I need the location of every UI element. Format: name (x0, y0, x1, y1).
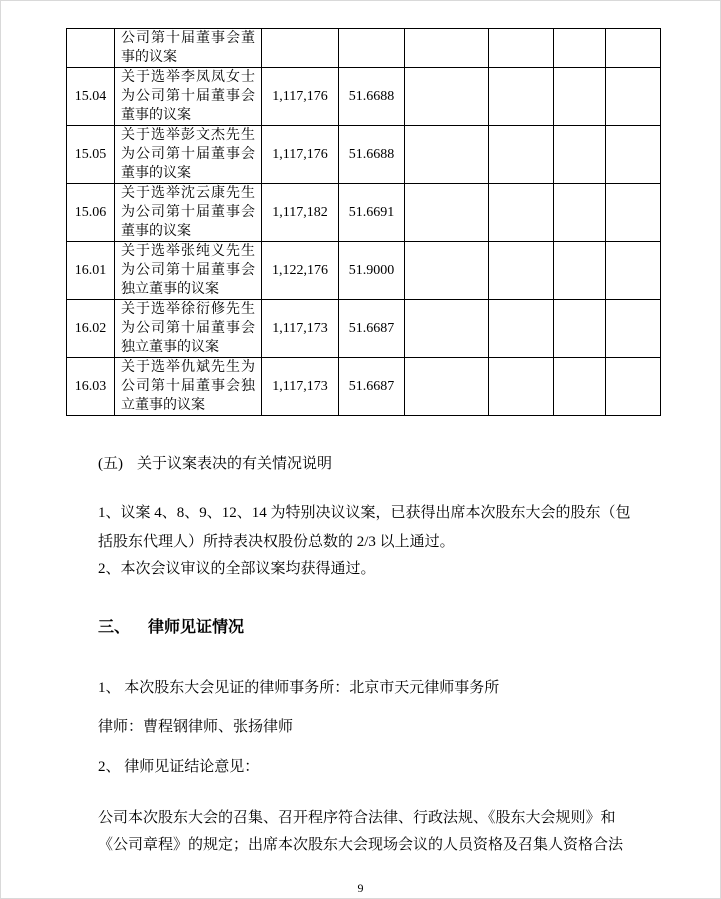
lawyers-line: 律师：曹程钢律师、张扬律师 (98, 719, 294, 735)
section-3-heading (98, 617, 244, 639)
section-5-title: 关于议案表决的有关情况说明 (137, 456, 333, 472)
empty-cell (405, 358, 489, 416)
proposal-text-cell: 关于选举徐衍修先生为公司第十届董事会独立董事的议案 (115, 300, 262, 358)
empty-cell (489, 68, 554, 126)
section-3-title: 律师见证情况 (148, 619, 245, 636)
paragraph-line: 括股东代理人）所持表决权股份总数的 2/3 以上通过。 (98, 534, 455, 550)
percentage-cell (339, 29, 405, 68)
paragraph-line: 《公司章程》的规定；出席本次股东大会现场会议的人员资格及召集人资格合法 (98, 837, 624, 853)
section-5-heading (98, 450, 332, 479)
table-row (67, 29, 661, 68)
empty-cell (489, 300, 554, 358)
table-row (67, 242, 661, 300)
empty-cell (554, 126, 606, 184)
section-5-label: (五) (98, 456, 123, 472)
proposal-id-cell: 15.06 (67, 184, 115, 242)
empty-cell (489, 242, 554, 300)
proposal-text-cell: 关于选举李凤凤女士为公司第十届董事会董事的议案 (115, 68, 262, 126)
empty-cell (489, 29, 554, 68)
empty-cell (554, 29, 606, 68)
votes-cell: 1,117,182 (262, 184, 339, 242)
proposal-id-cell: 15.04 (67, 68, 115, 126)
percentage-cell: 51.6688 (339, 68, 405, 126)
empty-cell (554, 242, 606, 300)
empty-cell (554, 358, 606, 416)
empty-cell (606, 29, 661, 68)
votes-cell: 1,117,173 (262, 358, 339, 416)
proposal-id-cell: 16.01 (67, 242, 115, 300)
empty-cell (606, 358, 661, 416)
percentage-cell: 51.6688 (339, 126, 405, 184)
percentage-cell: 51.6691 (339, 184, 405, 242)
empty-cell (405, 68, 489, 126)
table-row (67, 126, 661, 184)
proposal-text-cell: 关于选举彭文杰先生为公司第十届董事会董事的议案 (115, 126, 262, 184)
proposal-text-cell: 公司第十届董事会董事的议案 (115, 29, 262, 68)
paragraph-line: 1、议案 4、8、9、12、14 为特别决议议案，已获得出席本次股东大会的股东（包 (98, 505, 631, 521)
empty-cell (554, 300, 606, 358)
votes-cell: 1,117,176 (262, 126, 339, 184)
lawyer-opinion-paragraph (98, 805, 623, 859)
table-row (67, 358, 661, 416)
paragraph-line: 公司本次股东大会的召集、召开程序符合法律、行政法规、《股东大会规则》和 (98, 810, 616, 826)
all-proposals-passed-paragraph: 2、本次会议审议的全部议案均获得通过。 (98, 561, 376, 577)
special-resolution-paragraph (98, 499, 631, 557)
proposal-id-cell (67, 29, 115, 68)
proposal-text-cell: 关于选举张纯义先生为公司第十届董事会独立董事的议案 (115, 242, 262, 300)
empty-cell (606, 242, 661, 300)
votes-cell: 1,122,176 (262, 242, 339, 300)
empty-cell (405, 29, 489, 68)
empty-cell (489, 184, 554, 242)
empty-cell (405, 242, 489, 300)
empty-cell (606, 184, 661, 242)
empty-cell (606, 300, 661, 358)
empty-cell (405, 126, 489, 184)
percentage-cell: 51.6687 (339, 300, 405, 358)
empty-cell (405, 300, 489, 358)
empty-cell (489, 126, 554, 184)
proposal-text-cell: 关于选举仇斌先生为公司第十届董事会独立董事的议案 (115, 358, 262, 416)
empty-cell (554, 184, 606, 242)
table-row (67, 68, 661, 126)
empty-cell (606, 68, 661, 126)
voting-results-table (66, 28, 661, 416)
section-3-label: 三、 (98, 619, 131, 636)
empty-cell (405, 184, 489, 242)
percentage-cell: 51.6687 (339, 358, 405, 416)
percentage-cell: 51.9000 (339, 242, 405, 300)
empty-cell (554, 68, 606, 126)
law-firm-line: 1、 本次股东大会见证的律师事务所：北京市天元律师事务所 (98, 680, 500, 696)
empty-cell (489, 358, 554, 416)
empty-cell (606, 126, 661, 184)
table-row (67, 300, 661, 358)
votes-cell (262, 29, 339, 68)
proposal-id-cell: 16.02 (67, 300, 115, 358)
votes-cell: 1,117,173 (262, 300, 339, 358)
proposal-id-cell: 16.03 (67, 358, 115, 416)
proposal-id-cell: 15.05 (67, 126, 115, 184)
table-row (67, 184, 661, 242)
page-number: 9 (357, 881, 364, 895)
votes-cell: 1,117,176 (262, 68, 339, 126)
lawyer-opinion-heading-line: 2、 律师见证结论意见： (98, 759, 260, 775)
proposal-text-cell: 关于选举沈云康先生为公司第十届董事会董事的议案 (115, 184, 262, 242)
